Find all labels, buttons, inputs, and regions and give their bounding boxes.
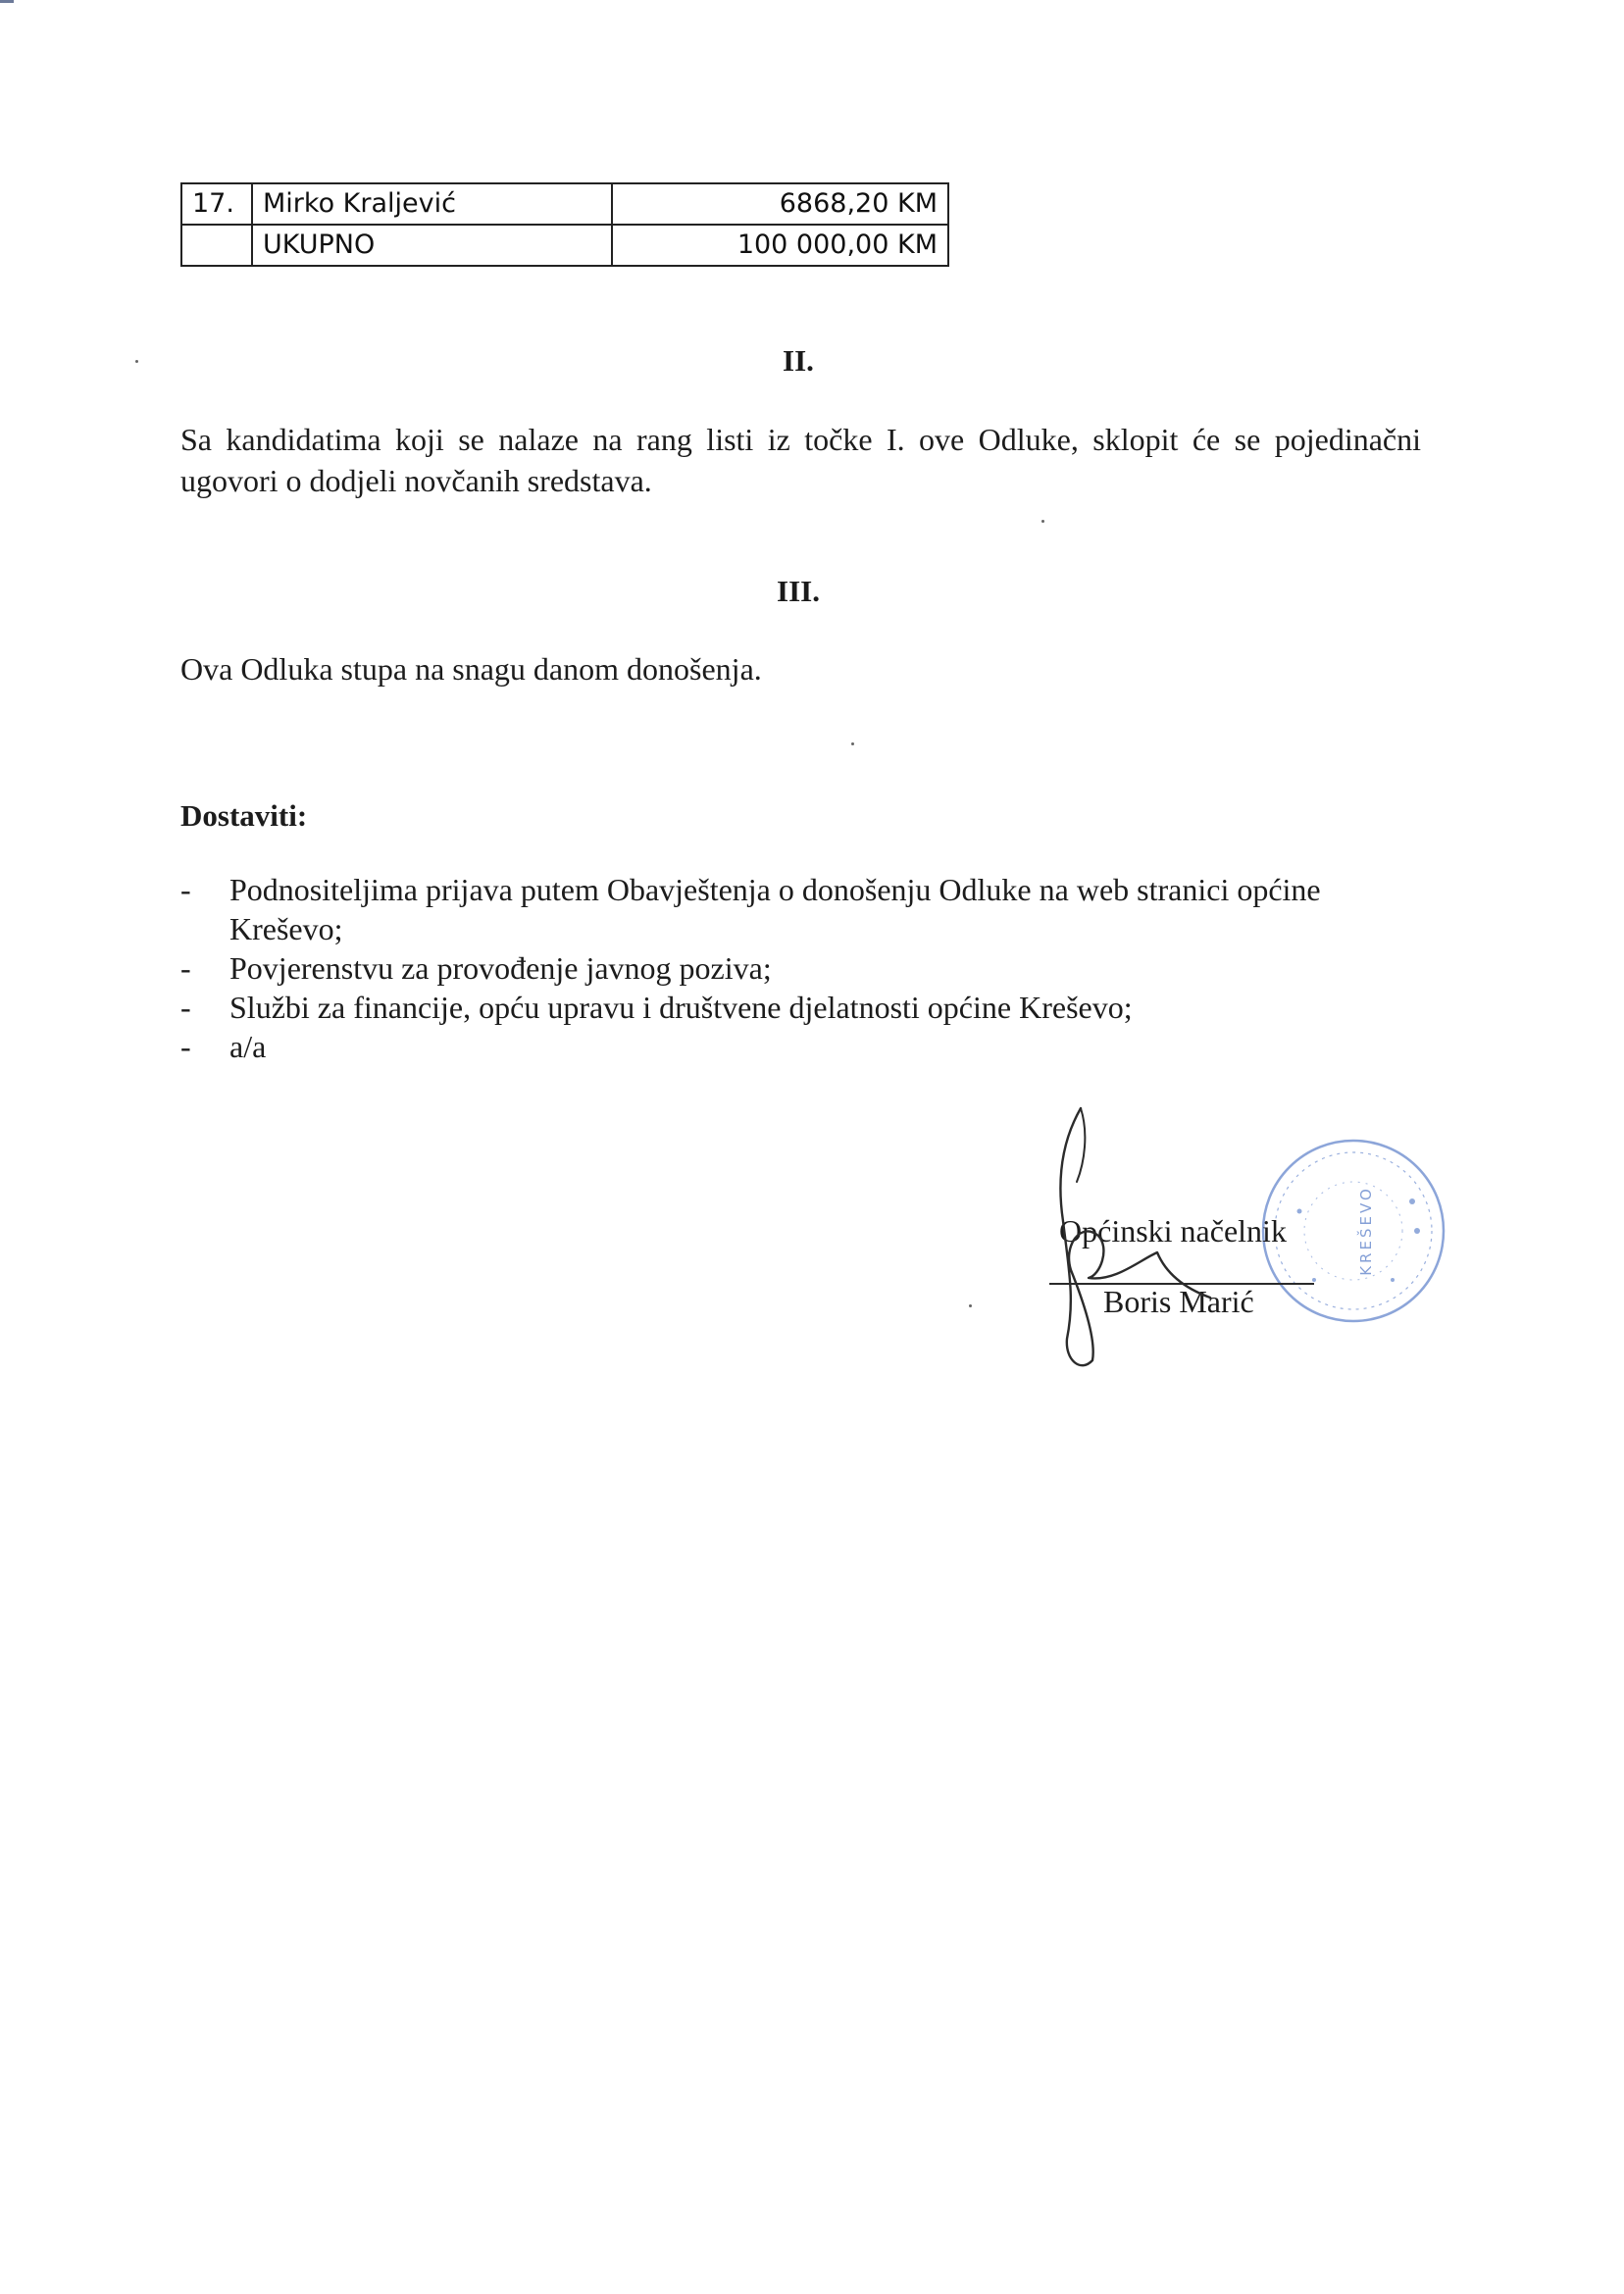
section-2-text: Sa kandidatima koji se nalaze na rang listi iz točke I. ove Odluke, sklopit će se pojedinačni ugovori o dodjeli novčanih sredstava. [180, 422, 1421, 498]
total-label: UKUPNO [252, 225, 612, 266]
candidate-name: Mirko Kraljević [252, 183, 612, 225]
list-item [180, 870, 1406, 948]
scan-edge-mark [0, 0, 14, 3]
dash-bullet: - [180, 872, 191, 907]
list-item-text: a/a [229, 1029, 267, 1064]
signature-block [1059, 1103, 1451, 1378]
dash-bullet: - [180, 1029, 191, 1064]
list-item-text: Podnositeljima prijava putem Obavještenja o donošenju Odluke na web stranici općine Kreševo; [229, 872, 1321, 946]
scan-speck [135, 360, 138, 363]
row-number [181, 225, 252, 266]
total-amount: 100 000,00 KM [612, 225, 948, 266]
signatory-title: Općinski načelnik [1059, 1213, 1287, 1249]
row-number: 17. [181, 183, 252, 225]
ranking-table [180, 182, 949, 267]
deliver-title: Dostaviti: [180, 798, 308, 833]
section-3-text: Ova Odluka stupa na snagu danom donošenja. [180, 651, 762, 687]
candidate-amount: 6868,20 KM [612, 183, 948, 225]
stamp-center-text: KREŠEVO [1357, 1186, 1375, 1276]
table-row-total [181, 225, 948, 266]
scan-speck [969, 1304, 972, 1307]
list-item-text: Povjerenstvu za provođenje javnog poziva; [229, 950, 772, 986]
scan-speck [1041, 520, 1044, 523]
handwritten-signature [1041, 1103, 1257, 1378]
list-item-text: Službi za financije, opću upravu i društvene djelatnosti općine Kreševo; [229, 990, 1133, 1025]
section-heading-2: II. [783, 343, 814, 378]
section-heading-3: III. [777, 574, 820, 608]
table-row [181, 183, 948, 225]
list-item [180, 988, 1406, 1027]
scan-speck [851, 742, 854, 745]
dash-bullet: - [180, 990, 191, 1025]
dash-bullet: - [180, 950, 191, 986]
signatory-name: Boris Marić [1103, 1284, 1254, 1319]
deliver-list [180, 870, 1406, 1066]
list-item [180, 1027, 1406, 1066]
list-item [180, 948, 1406, 988]
